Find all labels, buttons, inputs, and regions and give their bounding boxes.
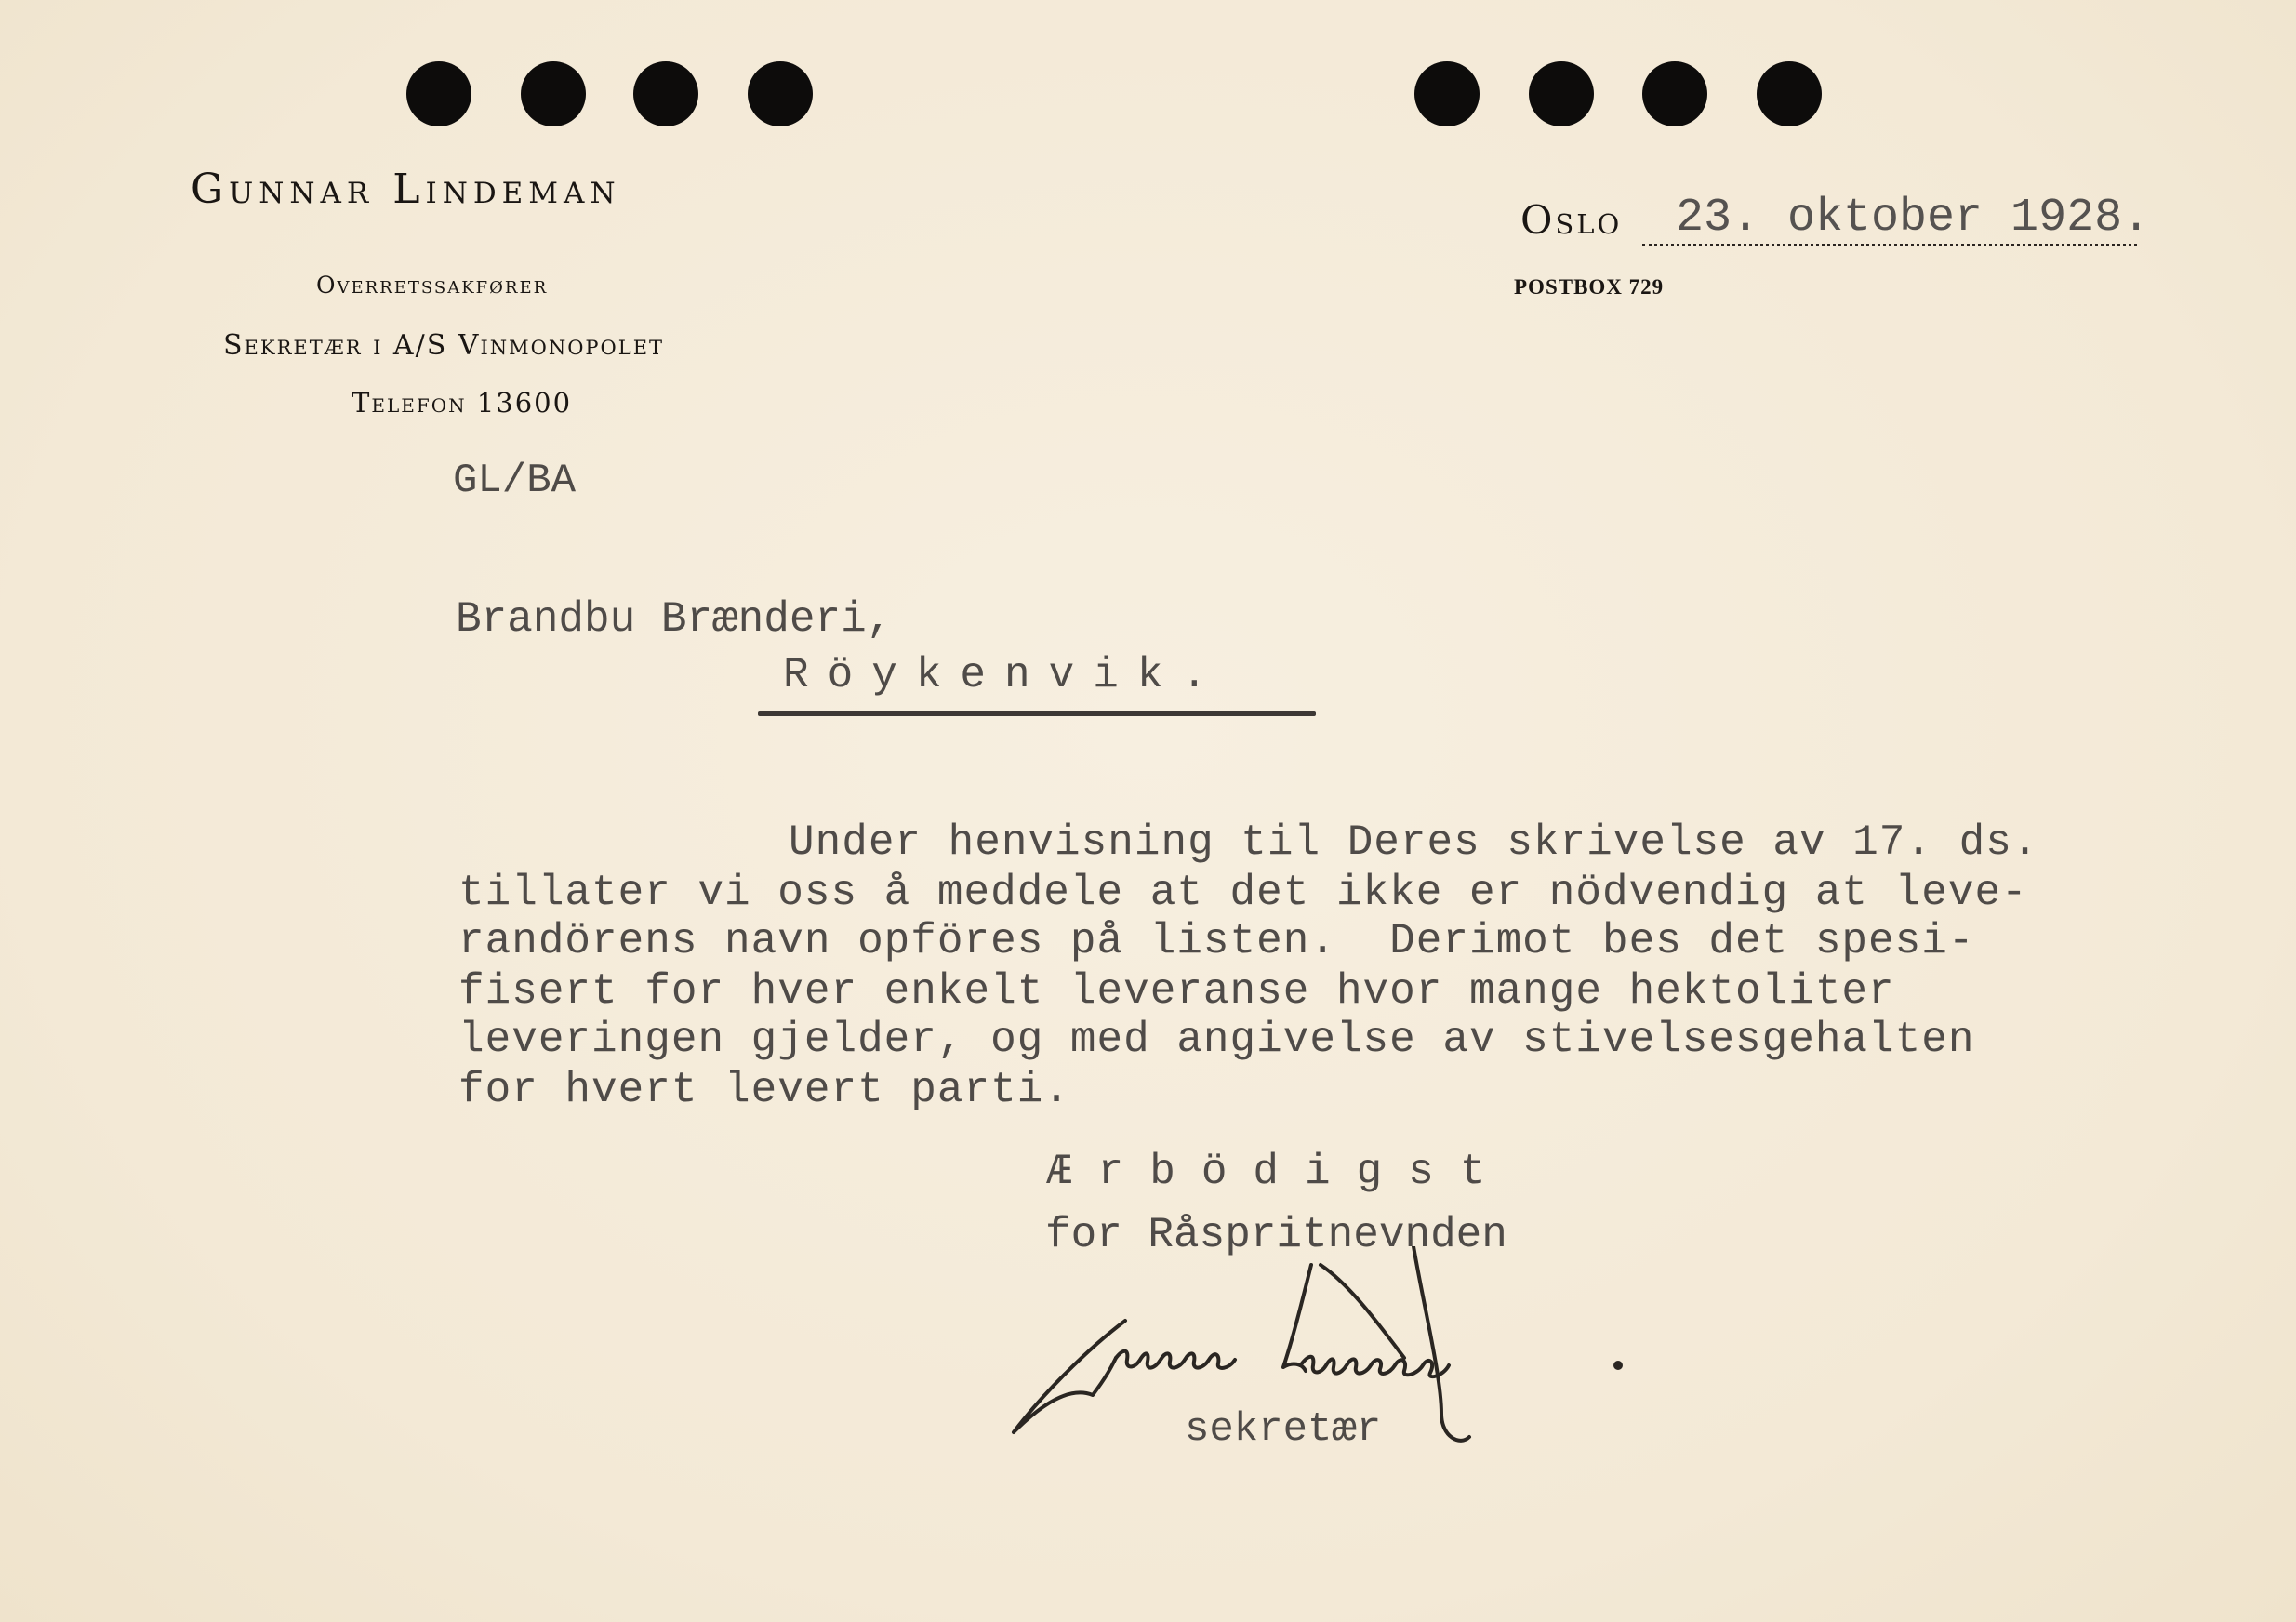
closing-salutation: Ærbödigst [1046,1148,1512,1196]
recipient-underline [758,711,1316,716]
letterhead-title: Overretssakfører [316,272,549,299]
body-line: randörens navn opföres på listen. Derimot bes det spesi- [458,917,1975,965]
letterhead-phone: Telefon 13600 [352,387,573,419]
punch-hole [1642,61,1707,126]
body-line: Under henvisning til Deres skrivelse av 17. ds. [789,818,2039,867]
letterhead-postbox: POSTBOX 729 [1514,275,1665,299]
punch-hole [1414,61,1480,126]
letterhead-city: Oslo [1520,197,1623,243]
on-behalf-of: for Råspritnevnden [1045,1211,1507,1259]
recipient-place: Röykenvik. [783,651,1227,699]
letterhead-name: Gunnar Lindeman [191,166,621,213]
body-line: tillater vi oss å meddele at det ikke er nödvendig at leve- [458,869,2028,917]
body-line: for hvert levert parti. [458,1066,1070,1114]
body-line: fisert for hver enkelt leveranse hvor mange hektoliter [458,967,1895,1016]
punch-hole [1757,61,1822,126]
signature-title: sekretær [1185,1406,1382,1453]
letterhead-role: Sekretær i A/S Vinmonopolet [223,329,665,362]
letter-date: 23. oktober 1928. [1676,192,2151,245]
body-line: leveringen gjelder, og med angivelse av stivelsesgehalten [458,1016,1975,1064]
punch-hole [633,61,698,126]
punch-hole [521,61,586,126]
punch-hole [406,61,471,126]
punch-hole [748,61,813,126]
reference-code: GL/BA [453,458,577,504]
punch-hole [1529,61,1594,126]
recipient-name: Brandbu Brænderi, [456,595,893,644]
